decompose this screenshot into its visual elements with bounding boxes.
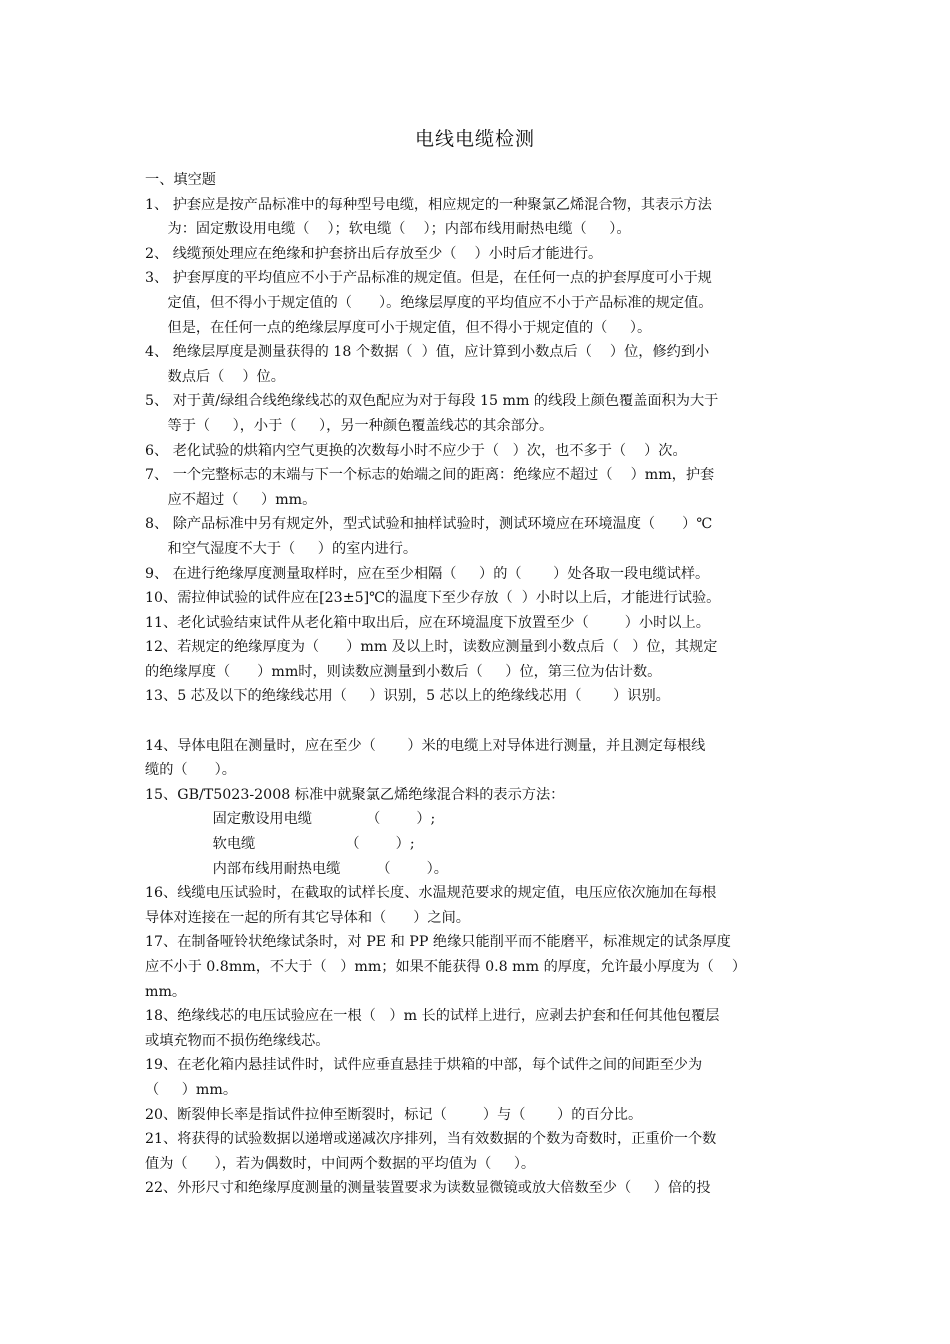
document-line: 16、线缆电压试验时，在截取的试样长度、水温规范要求的规定值，电压应依次施加在每根 bbox=[145, 885, 717, 902]
document-line: 19、在老化箱内悬挂试件时，试件应垂直悬挂于烘箱的中部，每个试件之间的间距至少为 bbox=[145, 1057, 703, 1074]
document-line: 定值，但不得小于规定值的（ ）。绝缘层厚度的平均值应不小于产品标准的规定值。 bbox=[145, 294, 713, 311]
blank-line bbox=[145, 709, 810, 734]
document-line: 12、若规定的绝缘厚度为（ ）mm 及以上时，读数应测量到小数点后（ ）位，其规定 bbox=[145, 639, 718, 656]
document-line: 应不超过（ ）mm。 bbox=[145, 491, 317, 508]
document-line: 13、5 芯及以下的绝缘线芯用（ ）识别，5 芯以上的绝缘线芯用（ ）识别。 bbox=[145, 688, 670, 705]
document-line: 5、 对于黄/绿组合线绝缘线芯的双色配应为对于每段 15 mm 的线段上颜色覆盖面积为大于 bbox=[145, 393, 719, 410]
document-line: mm。 bbox=[145, 983, 187, 1000]
document-line: 缆的（ ）。 bbox=[145, 762, 236, 779]
document-line: 14、导体电阻在测量时，应在至少（ ）米的电缆上对导体进行测量，并且测定每根线 bbox=[145, 737, 706, 754]
document-line: 17、在制备哑铃状绝缘试条时，对 PE 和 PP 绝缘只能削平而不能磨平，标准规定的试条厚度 bbox=[145, 934, 731, 951]
document-line: 值为（ ），若为偶数时，中间两个数据的平均值为（ ）。 bbox=[145, 1155, 536, 1172]
document-line: 4、 绝缘层厚度是测量获得的 18 个数据（ ）值，应计算到小数点后（ ）位，修约到小 bbox=[145, 344, 710, 361]
document-line: 8、 除产品标准中另有规定外，型式试验和抽样试验时，测试环境应在环境温度（ ）℃ bbox=[145, 516, 713, 533]
document-line: 为：固定敷设用电缆（ ）；软电缆（ ）；内部布线用耐热电缆（ ）。 bbox=[145, 221, 631, 238]
document-line: 数点后（ ）位。 bbox=[145, 368, 285, 385]
document-line: 9、 在进行绝缘厚度测量取样时，应在至少相隔（ ）的（ ）处各取一段电缆试样。 bbox=[145, 565, 710, 582]
document-line: 11、老化试验结束试件从老化箱中取出后，应在环境温度下放置至少（ ）小时以上。 bbox=[145, 614, 710, 631]
document-title: 电线电缆检测 bbox=[414, 128, 535, 150]
document-line: 21、将获得的试验数据以递增或递减次序排列，当有效数据的个数为奇数时，正重价一个数 bbox=[145, 1131, 717, 1148]
document-line: 导体对连接在一起的所有其它导体和（ ）之间。 bbox=[145, 909, 470, 926]
document-line: 20、断裂伸长率是指试件拉伸至断裂时，标记（ ）与（ ）的百分比。 bbox=[145, 1106, 643, 1123]
document-line: 7、 一个完整标志的末端与下一个标志的始端之间的距离：绝缘应不超过（ ）mm，护套 bbox=[145, 467, 715, 484]
document-line: 1、 护套应是按产品标准中的每种型号电缆，相应规定的一种聚氯乙烯混合物，其表示方法 bbox=[145, 196, 712, 213]
document-line: 应不小于 0.8mm，不大于（ ）mm；如果不能获得 0.8 mm 的厚度，允许最小厚度为（ ） bbox=[145, 959, 747, 975]
document-line: 软电缆 （ ）; bbox=[145, 836, 415, 853]
document-line: 等于（ ），小于（ ），另一种颜色覆盖线芯的其余部分。 bbox=[145, 417, 554, 434]
document-line: 固定敷设用电缆 （ ）; bbox=[145, 811, 436, 828]
document-line: 15、GB/T5023-2008 标准中就聚氯乙烯绝缘混合料的表示方法： bbox=[145, 786, 565, 803]
document-line: 的绝缘厚度（ ）mm时，则读数应测量到小数后（ ）位，第三位为估计数。 bbox=[145, 663, 662, 680]
document-line: 内部布线用耐热电缆 （ ）。 bbox=[145, 860, 448, 877]
document-line: 或填充物而不损伤绝缘线芯。 bbox=[145, 1032, 330, 1049]
document-line: 一、填空题 bbox=[145, 172, 216, 188]
document-line: （ ）mm。 bbox=[145, 1081, 238, 1098]
document-line: 和空气湿度不大于（ ）的室内进行。 bbox=[145, 540, 418, 557]
document-line: 6、 老化试验的烘箱内空气更换的次数每小时不应少于（ ）次，也不多于（ ）次。 bbox=[145, 442, 687, 459]
document-line: 18、绝缘线芯的电压试验应在一根（ ）m 长的试样上进行，应剥去护套和任何其他包覆层 bbox=[145, 1008, 720, 1025]
document-line: 10、需拉伸试验的试件应在[23±5]℃的温度下至少存放（ ）小时以上后，才能进行试验。 bbox=[145, 590, 721, 607]
document-line: 3、 护套厚度的平均值应不小于产品标准的规定值。但是，在任何一点的护套厚度可小于规 bbox=[145, 270, 712, 287]
document-line: 但是，在任何一点的绝缘层厚度可小于规定值，但不得小于规定值的（ ）。 bbox=[145, 319, 652, 336]
document-line: 2、 线缆预处理应在绝缘和护套挤出后存放至少（ ）小时后才能进行。 bbox=[145, 245, 603, 262]
document-body bbox=[145, 168, 810, 1201]
document-line: 22、外形尺寸和绝缘厚度测量的测量装置要求为读数显微镜或放大倍数至少（ ）倍的投 bbox=[145, 1180, 711, 1197]
